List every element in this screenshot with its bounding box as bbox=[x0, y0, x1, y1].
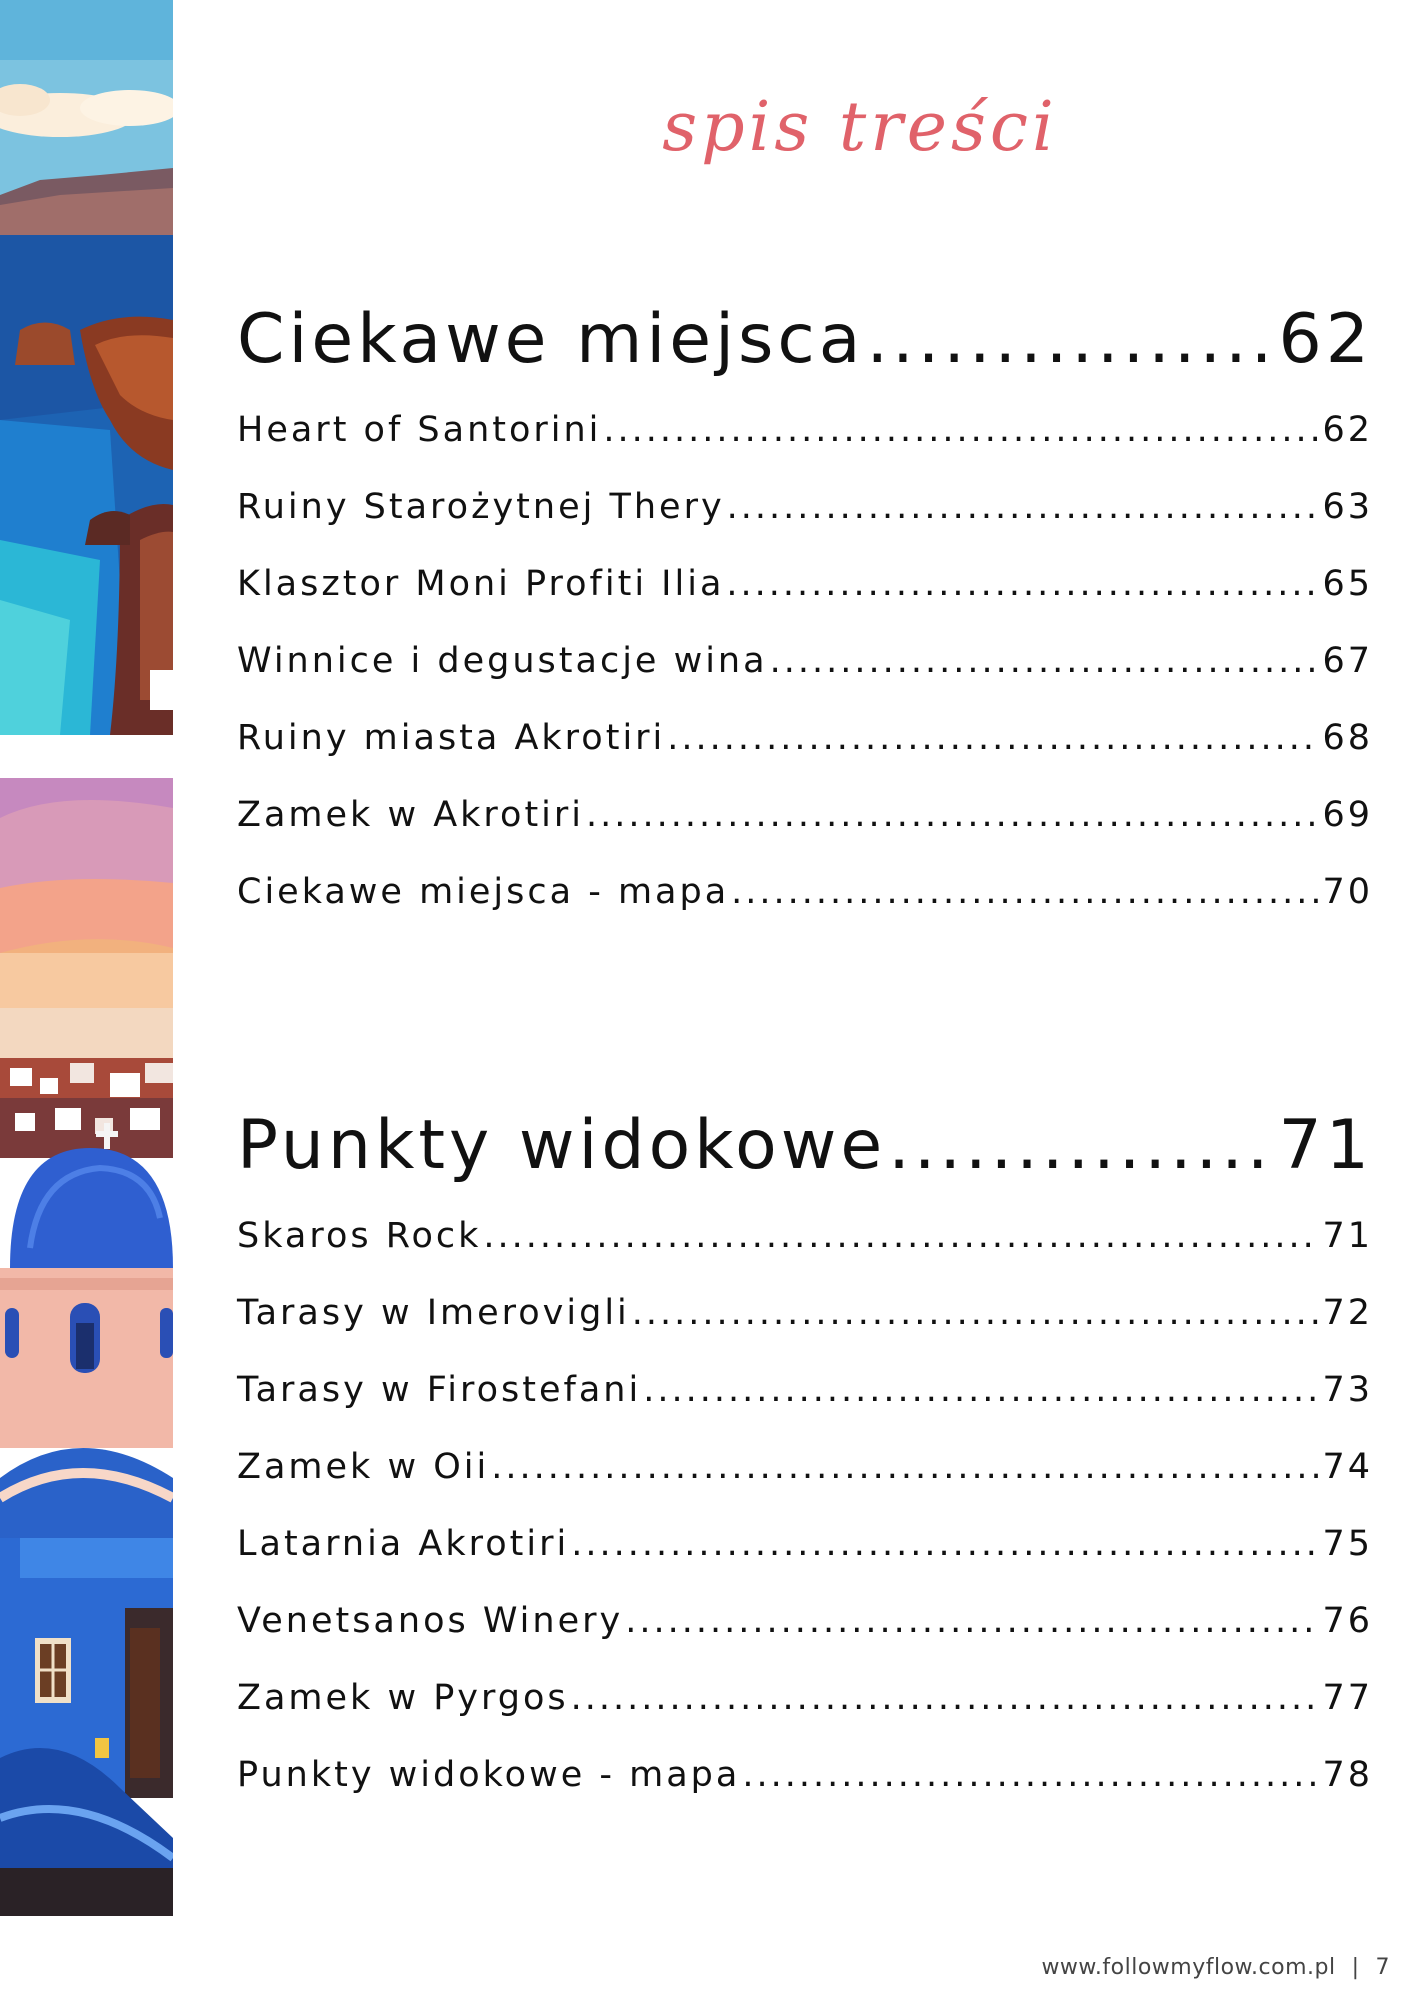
dot-leader bbox=[770, 635, 1321, 687]
side-illustration-village bbox=[0, 778, 173, 1916]
entry-page-number: 68 bbox=[1322, 718, 1373, 758]
section-title: Ciekawe miejsca bbox=[237, 300, 865, 379]
toc-entry[interactable] bbox=[237, 789, 1373, 866]
entry-title: Zamek w Pyrgos bbox=[237, 1678, 569, 1718]
entry-title: Zamek w Oii bbox=[237, 1447, 490, 1487]
toc-entry[interactable] bbox=[237, 481, 1373, 558]
entry-title: Ciekawe miejsca - mapa bbox=[237, 872, 730, 912]
toc-entry[interactable] bbox=[237, 404, 1373, 481]
entry-page-number: 73 bbox=[1322, 1370, 1373, 1410]
entry-title: Skaros Rock bbox=[237, 1216, 482, 1256]
section-title: Punkty widokowe bbox=[237, 1106, 887, 1185]
entry-page-number: 70 bbox=[1322, 872, 1373, 912]
dot-leader bbox=[727, 481, 1321, 533]
entry-page-number: 78 bbox=[1322, 1755, 1373, 1795]
toc-entry[interactable] bbox=[237, 1441, 1373, 1518]
dot-leader bbox=[888, 1106, 1276, 1185]
entry-title: Tarasy w Imerovigli bbox=[237, 1293, 630, 1333]
toc-section bbox=[237, 300, 1373, 943]
toc-entry[interactable] bbox=[237, 1364, 1373, 1441]
dot-leader bbox=[491, 1441, 1320, 1493]
entry-page-number: 62 bbox=[1322, 410, 1373, 450]
entry-page-number: 75 bbox=[1322, 1524, 1373, 1564]
entry-title: Latarnia Akrotiri bbox=[237, 1524, 570, 1564]
dot-leader bbox=[731, 866, 1320, 918]
toc-entry[interactable] bbox=[237, 1595, 1373, 1672]
entry-title: Punkty widokowe - mapa bbox=[237, 1755, 741, 1795]
entry-page-number: 71 bbox=[1322, 1216, 1373, 1256]
entry-title: Winnice i degustacje wina bbox=[237, 641, 768, 681]
toc-entry[interactable] bbox=[237, 558, 1373, 635]
dot-leader bbox=[483, 1210, 1320, 1262]
toc-entry[interactable] bbox=[237, 866, 1373, 943]
section-title-row[interactable] bbox=[237, 1106, 1373, 1196]
website-link[interactable]: www.followmyflow.com.pl bbox=[1041, 1955, 1336, 1980]
entry-page-number: 67 bbox=[1322, 641, 1373, 681]
entry-page-number: 63 bbox=[1322, 487, 1373, 527]
dot-leader bbox=[571, 1518, 1320, 1570]
page-footer bbox=[1041, 1955, 1390, 1980]
entry-page-number: 65 bbox=[1322, 564, 1373, 604]
dot-leader bbox=[643, 1364, 1320, 1416]
dot-leader bbox=[726, 558, 1320, 610]
page-number: 7 bbox=[1375, 1955, 1390, 1980]
entry-page-number: 72 bbox=[1322, 1293, 1373, 1333]
dot-leader bbox=[632, 1287, 1321, 1339]
entry-title: Klasztor Moni Profiti Ilia bbox=[237, 564, 725, 604]
entry-title: Ruiny miasta Akrotiri bbox=[237, 718, 666, 758]
toc-entry[interactable] bbox=[237, 1518, 1373, 1595]
dot-leader bbox=[586, 789, 1320, 841]
entry-title: Heart of Santorini bbox=[237, 410, 602, 450]
toc-section bbox=[237, 1106, 1373, 1826]
toc-entry[interactable] bbox=[237, 1749, 1373, 1826]
entry-title: Venetsanos Winery bbox=[237, 1601, 624, 1641]
dot-leader bbox=[571, 1672, 1321, 1724]
toc-entry[interactable] bbox=[237, 1210, 1373, 1287]
toc-entry[interactable] bbox=[237, 1672, 1373, 1749]
entry-title: Tarasy w Firostefani bbox=[237, 1370, 642, 1410]
toc-entry[interactable] bbox=[237, 1287, 1373, 1364]
footer-separator: | bbox=[1351, 1955, 1360, 1980]
entry-title: Zamek w Akrotiri bbox=[237, 795, 585, 835]
dot-leader bbox=[625, 1595, 1320, 1647]
page-heading: spis treści bbox=[662, 88, 1058, 167]
entry-page-number: 77 bbox=[1322, 1678, 1373, 1718]
entry-page-number: 74 bbox=[1322, 1447, 1373, 1487]
toc-entry[interactable] bbox=[237, 635, 1373, 712]
entry-title: Ruiny Starożytnej Thery bbox=[237, 487, 725, 527]
dot-leader bbox=[667, 712, 1320, 764]
dot-leader bbox=[603, 404, 1320, 456]
dot-leader bbox=[866, 300, 1276, 379]
section-page-number: 71 bbox=[1278, 1106, 1373, 1185]
entry-page-number: 76 bbox=[1322, 1601, 1373, 1641]
dot-leader bbox=[742, 1749, 1320, 1801]
toc-entry[interactable] bbox=[237, 712, 1373, 789]
section-title-row[interactable] bbox=[237, 300, 1373, 390]
side-illustration-sea bbox=[0, 0, 173, 735]
entry-page-number: 69 bbox=[1322, 795, 1373, 835]
section-page-number: 62 bbox=[1278, 300, 1373, 379]
